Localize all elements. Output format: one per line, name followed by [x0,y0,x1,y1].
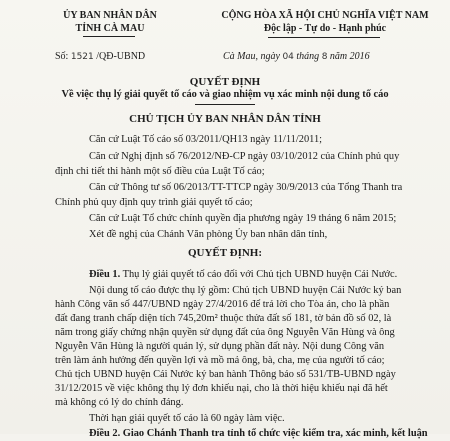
legal-basis-2b: định chi tiết thi hành một số điều của Luật Tố cáo; [55,166,265,177]
dateline [223,51,370,62]
article-1-label: Điều 1. [89,269,121,280]
title-underline [195,104,255,105]
legal-basis-4: Căn cứ Luật Tổ chức chính quyền địa phương ngày 19 tháng 6 năm 2015; [89,213,397,224]
document-subject: Về việc thụ lý giải quyết tố cáo và giao nhiệm vụ xác minh nội dung tố cáo [61,89,389,100]
authority-heading: CHỦ TỊCH ỦY BAN NHÂN DÂN TỈNH [129,113,321,125]
body-line-9: mà không có lý do chính đáng. [55,397,184,408]
body-line-1: Nội dung tố cáo được thụ lý gồm: Chủ tịch UBND huyện Cái Nước ký ban [89,285,402,296]
issuing-authority [40,9,180,35]
document-number [55,51,145,62]
body-line-6: trên làm ảnh hưởng đến quyền lợi và mồ mả ông, bà, cha, mẹ của người tố cáo; [55,355,385,366]
legal-basis-3a: Căn cứ Thông tư số 06/2013/TT-TTCP ngày 30/9/2013 của Tổng Thanh tra [89,182,403,193]
body-line-5: Nguyễn Văn Hùng là người quản lý, sử dụng phần đất này. Nội dung Công văn [55,341,385,352]
body-line-4: năm trong giấy chứng nhận quyền sử dụng đất của ông Nguyễn Văn Hùng và ông [55,327,395,338]
dateline-day: 04 [282,52,294,62]
article-2-partial: Điều 2. Giao Chánh Thanh tra tỉnh tổ chức việc kiểm tra, xác minh, kết luận [89,428,428,439]
document-number-value: 1521 [70,52,94,62]
body-line-8: 31/12/2015 về việc không thụ lý đơn khiếu nại, cho là thời hiệu khiếu nại đã hết [55,383,388,394]
document-number-prefix: Số: [55,51,69,62]
term-line: Thời hạn giải quyết tố cáo là 60 ngày làm việc. [89,413,285,424]
dateline-year: năm 2016 [329,51,370,62]
dateline-place: Cà Mau, ngày [223,51,280,62]
legal-basis-2a: Căn cứ Nghị định số 76/2012/NĐ-CP ngày 03/10/2012 của Chính phủ quy [89,151,400,162]
national-motto [205,9,445,36]
legal-basis-1: Căn cứ Luật Tố cáo số 03/2011/QH13 ngày 11/11/2011; [89,134,323,145]
dateline-month: 8 [321,52,328,62]
document-title: QUYẾT ĐỊNH [189,76,261,88]
legal-basis-3b: Chính phủ quy định quy trình giải quyết tố cáo; [55,197,253,208]
motto: Độc lập - Tự do - Hạnh phúc [263,23,387,34]
article-1 [89,268,397,282]
document-number-suffix: /QĐ-UBND [96,51,146,62]
header-right-underline [268,37,380,38]
decides-heading: QUYẾT ĐỊNH: [187,247,263,259]
body-line-3: đất đang tranh chấp diện tích 745,20m² thuộc thửa đất số 181, tờ bản đồ số 02, là [55,313,392,324]
issuing-authority-line2: TỈNH CÀ MAU [75,23,145,34]
article-1-text: Thụ lý giải quyết tố cáo đối với Chủ tịch UBND huyện Cái Nước. [122,269,398,280]
country-name: CỘNG HÒA XÃ HỘI CHỦ NGHĨA VIỆT NAM [221,10,429,21]
body-line-7: Chủ tịch UBND huyện Cái Nước ký ban hành Thông báo số 531/TB-UBND ngày [55,369,396,380]
body-line-2: hành Công văn số 447/UBND ngày 27/4/2016 để trả lời cho Tòa án, cho là phần [55,299,390,310]
dateline-month-label: tháng [296,51,320,62]
issuing-authority-line1: ỦY BAN NHÂN DÂN [63,10,157,21]
header-left-underline [83,36,135,37]
proposal-line: Xét đề nghị của Chánh Văn phòng Ủy ban nhân dân tỉnh, [89,229,328,240]
